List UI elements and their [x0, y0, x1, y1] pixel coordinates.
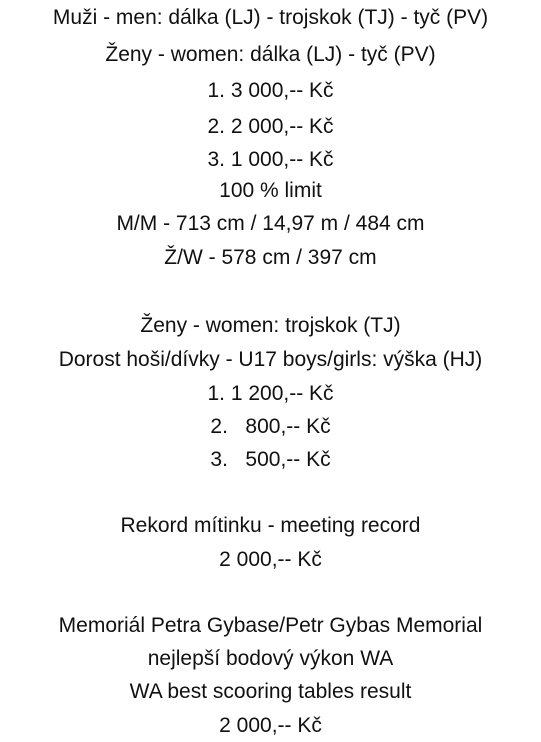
women-events-heading: Ženy - women: dálka (LJ) - tyč (PV) — [105, 43, 436, 66]
prize-third: 3. 1 000,-- Kč — [207, 148, 334, 171]
youth-prize-third: 3. 500,-- Kč — [210, 448, 331, 471]
memorial-heading: Memoriál Petra Gybase/Petr Gybas Memorial — [58, 614, 483, 637]
limit-title: 100 % limit — [219, 179, 322, 202]
youth-prize-second: 2. 800,-- Kč — [210, 415, 331, 438]
men-events-heading: Muži - men: dálka (LJ) - trojskok (TJ) - tyč (PV) — [52, 6, 489, 29]
prize-first: 1. 3 000,-- Kč — [207, 79, 334, 102]
women-triple-jump-heading: Ženy - women: trojskok (TJ) — [140, 314, 401, 337]
memorial-description-cz: nejlepší bodový výkon WA — [147, 647, 394, 670]
meeting-record-prize: 2 000,-- Kč — [219, 548, 322, 571]
memorial-prize: 2 000,-- Kč — [219, 714, 322, 737]
meeting-record-heading: Rekord mítinku - meeting record — [120, 514, 421, 537]
prize-second: 2. 2 000,-- Kč — [207, 115, 334, 138]
limit-men: M/M - 713 cm / 14,97 m / 484 cm — [116, 212, 425, 235]
limit-women: Ž/W - 578 cm / 397 cm — [164, 246, 377, 269]
youth-prize-first: 1. 1 200,-- Kč — [207, 382, 334, 405]
memorial-description-en: WA best scooring tables result — [129, 680, 412, 703]
youth-high-jump-heading: Dorost hoši/dívky - U17 boys/girls: výška (HJ) — [58, 348, 483, 371]
